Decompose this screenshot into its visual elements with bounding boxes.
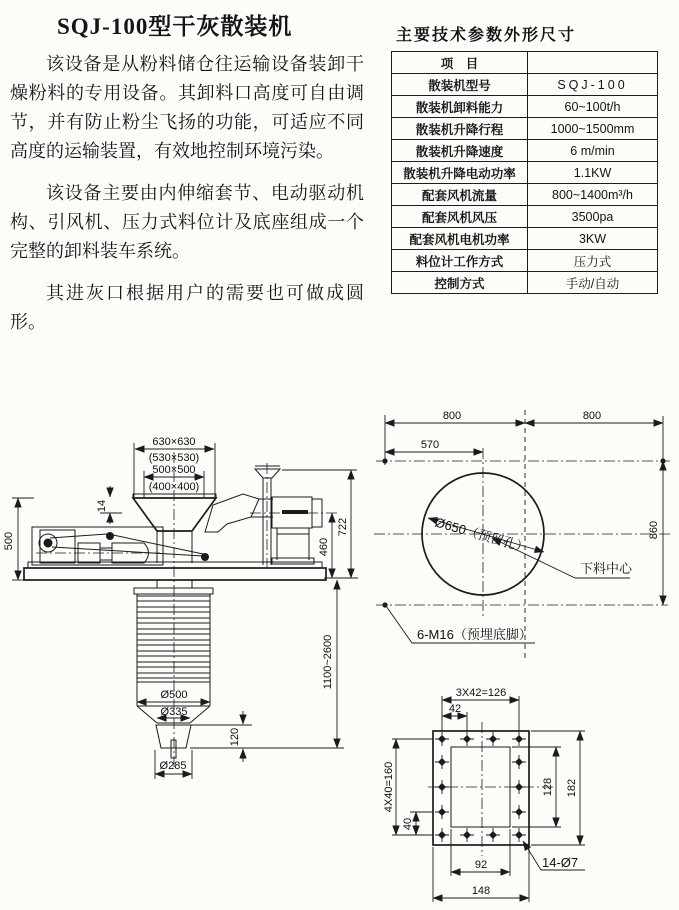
spec-value: 800~1400m³/h: [528, 184, 658, 206]
dim-frame-height: 500: [3, 531, 15, 551]
table-row: [392, 140, 658, 162]
spec-table-title: 主要技术参数外形尺寸: [396, 27, 577, 44]
dim-fan-height: 460: [318, 537, 330, 557]
spec-section: [391, 22, 663, 294]
spec-value: SQJ-100: [528, 74, 658, 96]
dim-col-pitch-total: 4X40=160: [383, 761, 395, 813]
fan-stand: [272, 558, 314, 564]
dim-total-height: 722: [337, 517, 349, 537]
table-row: [392, 118, 658, 140]
dim-hopper-inner-alt: (400×400): [148, 481, 200, 493]
spec-label: 配套风机风压: [392, 206, 528, 228]
spec-header-value: [528, 52, 658, 74]
dim-row-pitch-total: 3X42=126: [455, 687, 507, 699]
flange-drawing: [383, 687, 585, 902]
spec-value: 6 m/min: [528, 140, 658, 162]
fan-assembly: [205, 463, 322, 568]
table-row: [392, 206, 658, 228]
dim-inner-width: 92: [474, 859, 488, 871]
dim-bellows-dia: Ø500: [160, 689, 188, 701]
spec-value: 1000~1500mm: [528, 118, 658, 140]
dim-hopper-inner: 500×500: [152, 464, 196, 476]
dim-outer-height: 182: [566, 778, 578, 798]
side-view-drawing: [3, 436, 358, 779]
spec-table: [391, 51, 658, 294]
dim-cone-dia: Ø335: [160, 706, 188, 718]
dim-hopper-outer: 630×630: [152, 436, 196, 448]
dim-row-pitch: 42: [448, 703, 462, 715]
paragraph-1: 该设备是从粉料储仓往运输设备装卸干燥粉料的专用设备。其卸料口高度可自由调节，并有防止粉尘飞扬的功能，可适应不同高度的运输装置，有效地控制环境污染。: [10, 54, 364, 161]
spec-label: 散装机卸料能力: [392, 96, 528, 118]
spec-header-label: 项 目: [392, 52, 528, 74]
dim-col-pitch: 40: [402, 817, 414, 831]
engineering-drawings: [0, 392, 679, 910]
dim-right-span: 800: [582, 410, 602, 422]
dim-plate: 14: [96, 499, 108, 513]
spec-label: 配套风机流量: [392, 184, 528, 206]
page-title: SQJ-100型干灰散装机: [57, 14, 293, 39]
flange-plate: [433, 731, 529, 845]
table-row: [392, 272, 658, 294]
spec-value: 3KW: [528, 228, 658, 250]
spec-label: 散装机型号: [392, 74, 528, 96]
dim-inner-height: 128: [542, 777, 554, 797]
table-row: [392, 228, 658, 250]
paragraph-3: 其进灰口根据用户的需要也可做成圆形。: [10, 283, 364, 332]
table-row: [392, 52, 658, 74]
dim-left-span: 800: [442, 410, 462, 422]
table-row: [392, 96, 658, 118]
spec-value: 手动/自动: [528, 272, 658, 294]
spec-label: 散装机升降行程: [392, 118, 528, 140]
hole-plan-drawing: [374, 410, 672, 660]
outlet-spout: [156, 725, 191, 758]
dim-spout-height: 120: [229, 727, 241, 747]
spec-value: 1.1KW: [528, 162, 658, 184]
label-reserved-hole: Ø650（预留孔）: [433, 514, 531, 556]
intake-funnel: [255, 469, 280, 478]
spec-label: 散装机升降电动功率: [392, 162, 528, 184]
dim-offset: 570: [420, 439, 440, 451]
table-row: [392, 250, 658, 272]
paragraph-2: 该设备主要由内伸缩套节、电动驱动机构、引风机、压力式料位计及底座组成一个完整的卸料装车系统。: [10, 183, 364, 261]
spec-label: 料位计工作方式: [392, 250, 528, 272]
spec-value: 3500pa: [528, 206, 658, 228]
spec-value: 60~100t/h: [528, 96, 658, 118]
dim-depth: 860: [648, 520, 660, 540]
spec-value: 压力式: [528, 250, 658, 272]
level-probe: [171, 740, 176, 758]
label-discharge-center: 下料中心: [580, 561, 633, 576]
dim-outer-width: 148: [471, 885, 491, 897]
table-row: [392, 74, 658, 96]
idler-pulley: [106, 532, 114, 540]
spec-label: 控制方式: [392, 272, 528, 294]
telescopic-bellows: [134, 580, 213, 706]
dim-hopper-outer-alt: (530×530): [148, 452, 200, 464]
label-anchor-bolts: 6-M16（预埋底脚）: [417, 627, 532, 642]
table-row: [392, 162, 658, 184]
spec-label: 配套风机电机功率: [392, 228, 528, 250]
dim-outlet-dia: Ø285: [159, 760, 187, 772]
bellows-ribs: [137, 596, 210, 682]
label-bolt-holes: 14-Ø7: [542, 855, 579, 870]
description-text: [10, 50, 364, 350]
spec-label: 散装机升降速度: [392, 140, 528, 162]
dim-travel: 1100~2600: [322, 634, 334, 690]
table-row: [392, 184, 658, 206]
